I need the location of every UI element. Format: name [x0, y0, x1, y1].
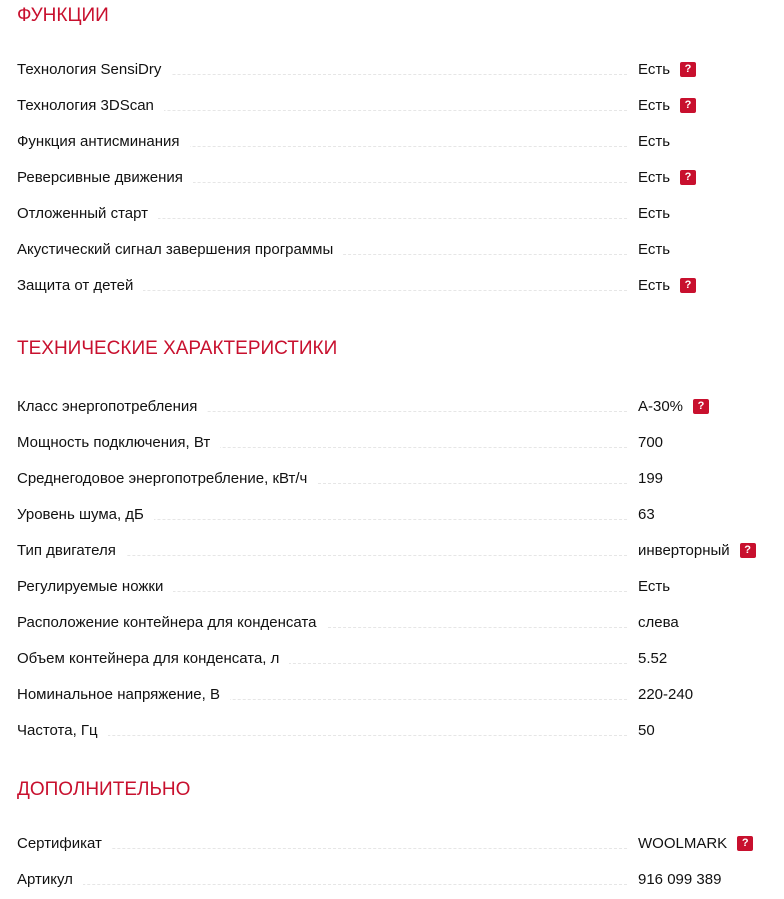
- spec-value: A-30%: [638, 397, 684, 415]
- spec-row: [17, 195, 784, 231]
- spec-value-cell: [638, 277, 696, 294]
- spec-label: Отложенный старт: [17, 205, 158, 222]
- spec-row: [17, 604, 784, 640]
- spec-row: [17, 640, 784, 676]
- spec-value-cell: [638, 506, 655, 523]
- spec-row: [17, 267, 784, 303]
- spec-row: [17, 568, 784, 604]
- spec-value: 220-240: [638, 685, 694, 703]
- question-mark-icon[interactable]: ?: [693, 399, 709, 414]
- section-functions: [17, 3, 784, 303]
- spec-value: слева: [638, 613, 679, 631]
- spec-label: Объем контейнера для конденсата, л: [17, 650, 289, 667]
- spec-value-cell: [638, 205, 670, 222]
- spec-value: Есть: [638, 96, 671, 114]
- spec-label: Класс энергопотребления: [17, 398, 207, 415]
- spec-label: Тип двигателя: [17, 542, 126, 559]
- spec-row: [17, 231, 784, 267]
- spec-value: 916 099 389: [638, 870, 722, 888]
- spec-value-cell: [638, 650, 667, 667]
- spec-label: Акустический сигнал завершения программы: [17, 241, 343, 258]
- spec-row: [17, 159, 784, 195]
- spec-value-cell: [638, 241, 670, 258]
- section-title: ТЕХНИЧЕСКИЕ ХАРАКТЕРИСТИКИ: [17, 338, 338, 359]
- spec-value: 700: [638, 433, 664, 451]
- spec-label: Сертификат: [17, 835, 112, 852]
- spec-label: Защита от детей: [17, 277, 143, 294]
- spec-value-cell: [638, 542, 756, 559]
- spec-value-cell: [638, 470, 663, 487]
- spec-row: [17, 496, 784, 532]
- spec-label: Номинальное напряжение, В: [17, 686, 230, 703]
- spec-row: [17, 861, 784, 897]
- spec-row: [17, 87, 784, 123]
- dotted-leader: [17, 884, 627, 885]
- spec-row: [17, 388, 784, 424]
- spec-label: Мощность подключения, Вт: [17, 434, 220, 451]
- spec-label: Среднегодовое энергопотребление, кВт/ч: [17, 470, 317, 487]
- spec-label: Частота, Гц: [17, 722, 108, 739]
- spec-label: Артикул: [17, 871, 83, 888]
- spec-label: Функция антисминания: [17, 133, 190, 150]
- question-mark-icon[interactable]: ?: [680, 62, 696, 77]
- spec-value: инверторный: [638, 541, 730, 559]
- spec-value: 50: [638, 721, 655, 739]
- spec-value-cell: [638, 871, 721, 888]
- spec-row: [17, 424, 784, 460]
- spec-value: Есть: [638, 168, 671, 186]
- spec-value: WOOLMARK: [638, 834, 728, 852]
- dotted-leader: [17, 735, 627, 736]
- section-additional: [17, 777, 784, 897]
- section-title: ФУНКЦИИ: [17, 5, 109, 26]
- spec-value-cell: [638, 686, 693, 703]
- spec-value-cell: [638, 61, 696, 78]
- spec-value: Есть: [638, 240, 671, 258]
- spec-value: Есть: [638, 276, 671, 294]
- spec-row: [17, 825, 784, 861]
- spec-value: Есть: [638, 132, 671, 150]
- spec-value-cell: [638, 97, 696, 114]
- question-mark-icon[interactable]: ?: [737, 836, 753, 851]
- spec-value-cell: [638, 835, 753, 852]
- question-mark-icon[interactable]: ?: [680, 170, 696, 185]
- spec-value: 199: [638, 469, 664, 487]
- spec-value-cell: [638, 169, 696, 186]
- spec-value-cell: [638, 398, 709, 415]
- spec-value: Есть: [638, 204, 671, 222]
- spec-row: [17, 51, 784, 87]
- spec-row: [17, 676, 784, 712]
- spec-label: Технология SensiDry: [17, 61, 171, 78]
- spec-label: Расположение контейнера для конденсата: [17, 614, 326, 631]
- spec-value-cell: [638, 434, 663, 451]
- spec-value-cell: [638, 133, 670, 150]
- spec-value-cell: [638, 614, 679, 631]
- question-mark-icon[interactable]: ?: [740, 543, 756, 558]
- spec-row: [17, 532, 784, 568]
- question-mark-icon[interactable]: ?: [680, 98, 696, 113]
- spec-label: Уровень шума, дБ: [17, 506, 154, 523]
- spec-label: Технология 3DScan: [17, 97, 164, 114]
- spec-value: Есть: [638, 577, 671, 595]
- spec-row: [17, 712, 784, 748]
- spec-row: [17, 123, 784, 159]
- spec-row: [17, 460, 784, 496]
- spec-value: Есть: [638, 60, 671, 78]
- spec-value: 63: [638, 505, 655, 523]
- spec-label: Регулируемые ножки: [17, 578, 173, 595]
- question-mark-icon[interactable]: ?: [680, 278, 696, 293]
- spec-value-cell: [638, 722, 655, 739]
- spec-value-cell: [638, 578, 670, 595]
- spec-value: 5.52: [638, 649, 668, 667]
- section-technical-specs: [17, 336, 784, 748]
- spec-label: Реверсивные движения: [17, 169, 193, 186]
- section-title: ДОПОЛНИТЕЛЬНО: [17, 779, 191, 800]
